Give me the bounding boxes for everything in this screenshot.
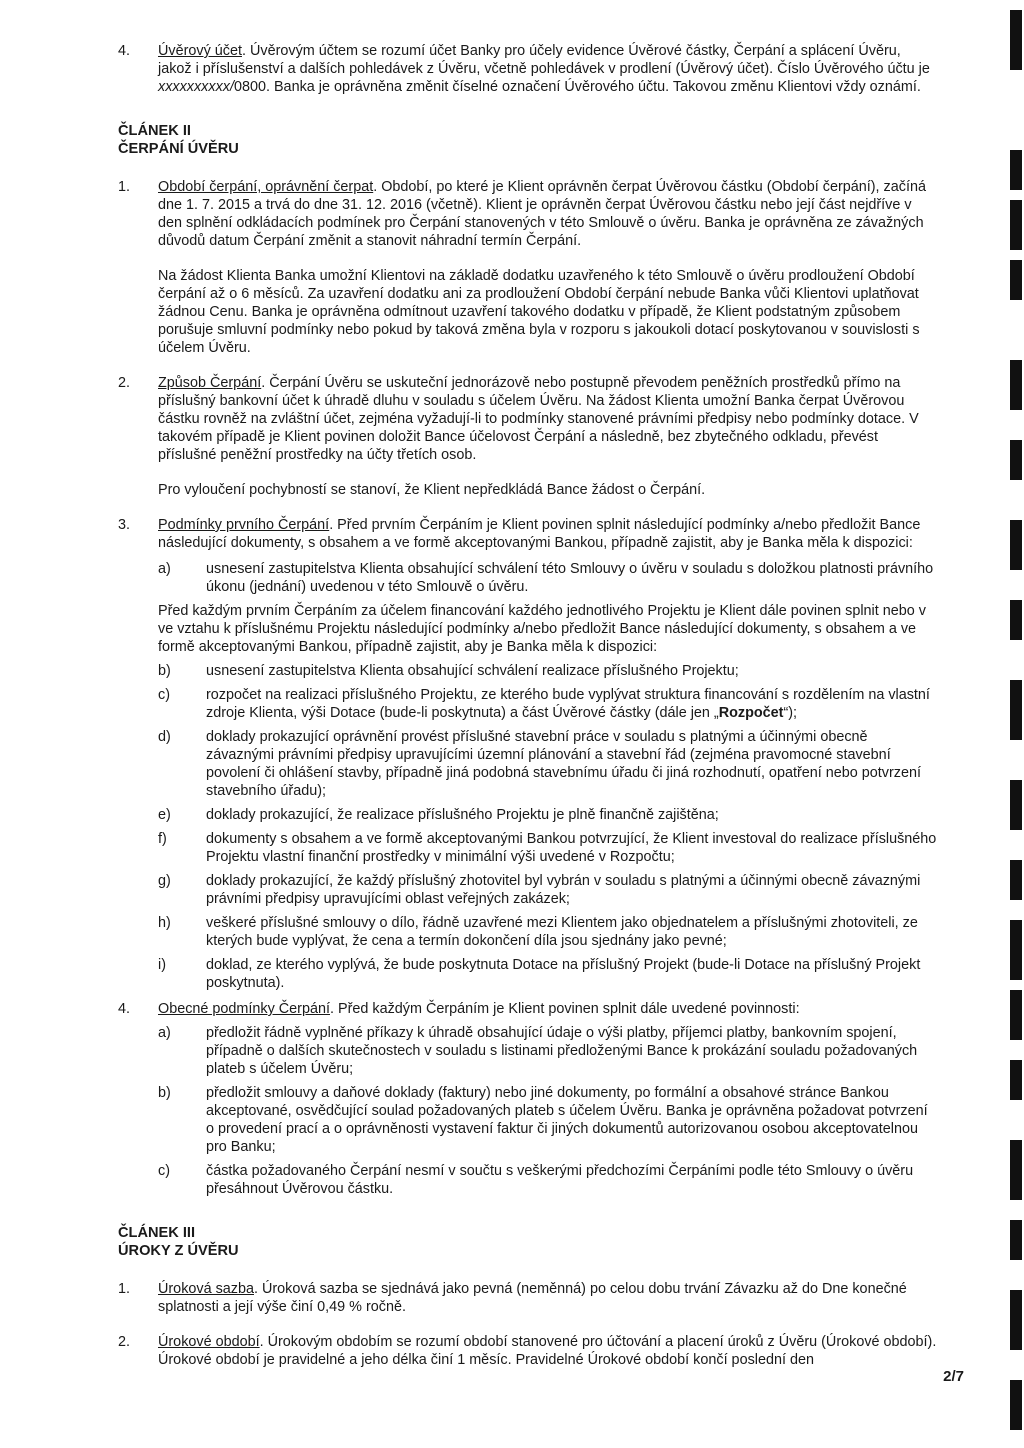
scan-mark (1010, 600, 1022, 640)
scan-mark (1010, 520, 1022, 570)
scan-mark (1010, 920, 1022, 980)
article-2-paragraph-1: 1. Období čerpání, oprávnění čerpat. Období, po které je Klient oprávněn čerpat Úvěrovou částku (Období čerpání), začíná dne 1. 7. 2015 a trvá do dne 31. 12. 2016 (včetně). Klient je oprávněn čerpat Úvěrovou částku nebo její část nejdříve v den splnění odkládacích podmínek pro Čerpání stanovených v této Smlouvě o úvěru. Banka je oprávněna ze závažných důvodů datum Čerpání změnit a stanovit náhradní termín Čerpání. (118, 179, 926, 249)
scan-mark (1010, 1220, 1022, 1260)
list-item: b) předložit smlouvy a daňové doklady (faktury) nebo jiné dokumenty, po formální a obsahové stránce Bankou akceptované, osvědčující soulad požadovaných plateb s účelem Úvěru. Banka je oprávněna požadovat potvrzení o provedení prací a o oprávněnosti vystavení faktur či jiných dokumentů autorizovanou osobou akceptovatelnou pro Banku; (158, 1085, 928, 1155)
list-item: h) veškeré příslušné smlouvy o dílo, řádně uzavřené mezi Klientem jako objednatelem a příslušnými zhotoviteli, ze kterých bude vyplývat, že cena a termín dokončení díla jsou sjednány jako pevné; (158, 915, 918, 949)
scan-mark (1010, 680, 1022, 740)
scan-mark (1010, 10, 1022, 70)
section-title: Úvěrový účet (158, 43, 242, 59)
scan-mark (1010, 1380, 1022, 1430)
list-item: f) dokumenty s obsahem a ve formě akceptovanými Bankou potvrzující, že Klient investoval do realizace příslušného Projektu vlastní finanční prostředky v minimální výši uvedené v Rozpočtu; (158, 831, 937, 865)
document-content (118, 42, 938, 1386)
scan-mark (1010, 260, 1022, 300)
list-item: c) rozpočet na realizaci příslušného Projektu, ze kterého bude vyplývat struktura financování s rozdělením na vlastní zdroje Klienta, výši Dotace (bude-li poskytnuta) a část Úvěrové částky (dále jen „Rozpočet“); (158, 687, 930, 721)
list-item: e) doklady prokazující, že realizace příslušného Projektu je plně finančně zajištěna; (158, 807, 719, 823)
article-3-heading: ČLÁNEK III ÚROKY Z ÚVĚRU (118, 1225, 239, 1259)
scan-mark (1010, 780, 1022, 830)
article-2-paragraph-4: 4. Obecné podmínky Čerpání. Před každým Čerpáním je Klient povinen splnit dále uvedené povinnosti: (118, 1001, 800, 1017)
page-number: 2/7 (943, 1368, 964, 1385)
article-2-heading: ČLÁNEK II ČERPÁNÍ ÚVĚRU (118, 123, 239, 157)
scan-mark (1010, 440, 1022, 480)
account-number-masked: xxxxxxxxxx/ (158, 79, 234, 95)
article-2-paragraph-3: 3. Podmínky prvního Čerpání. Před prvním Čerpáním je Klient povinen splnit následující podmínky a/nebo předložit Bance následující dokumenty, s obsahem a ve formě akceptovanými Bankou, případně zajistit, aby je Banka měla k dispozici: (118, 517, 921, 551)
scan-mark (1010, 1290, 1022, 1350)
first-drawing-conditions-intro: Před každým prvním Čerpáním za účelem financování každého jednotlivého Projektu je Klient dále povinen splnit nebo v ve vztahu k příslušnému Projektu následující podmínky a/nebo předložit Bance následující dokumenty, s obsahem a ve formě akceptovanými Bankou, případně zajistit, aby je Banka měla k dispozici: (158, 603, 926, 655)
article-2-paragraph-1-extension: Na žádost Klienta Banka umožní Klientovi na základě dodatku uzavřeného k této Smlouvě o úvěru prodloužení Období čerpání až o 6 měsíců. Za uzavření dodatku ani za prodloužení Období čerpání nebude Banka vůči Klientovi uplatňovat žádnou Cenu. Banka je oprávněna odmítnout uzavření takového dodatku v případě, že Klient podstatným způsobem porušuje smluvní podmínky nebo pokud by taková změna byla v rozporu s jakoukoli dotací poskytovanou v souvislosti s účelem Úvěru. (158, 268, 920, 356)
article-3-paragraph-2: 2. Úrokové období. Úrokovým obdobím se rozumí období stanovené pro účtování a placení úroků z Úvěru (Úrokové období). Úrokové období je pravidelné a jeho délka činí 1 měsíc. Pravidelné Úrokové období končí poslední den (118, 1334, 937, 1368)
scan-mark (1010, 200, 1022, 250)
list-item: g) doklady prokazující, že každý příslušný zhotovitel byl vybrán v souladu s platnými a účinnými obecně závaznými právními předpisy upravujícími oblast veřejných zakázek; (158, 873, 921, 907)
article-2-paragraph-2: 2. Způsob Čerpání. Čerpání Úvěru se uskuteční jednorázově nebo postupně převodem peněžních prostředků přímo na příslušný bankovní účet k úhradě dluhu v souladu s účelem Úvěru. Na žádost Klienta umožní Banka čerpat Úvěrovou částku rovněž na zvláštní účet, zejména vyžadují-li to podmínky stanovené právními předpisy nebo podmínky dotace. V takovém případě je Klient povinen doložit Bance účelovost Čerpání a následně, bez zbytečného odkladu, převést příslušné peněžní prostředky na účty třetích osob. (118, 375, 919, 463)
scan-mark (1010, 860, 1022, 900)
list-item: c) částka požadovaného Čerpání nesmí v součtu s veškerými předchozími Čerpáními podle této Smlouvy o úvěru přesáhnout Úvěrovou částku. (158, 1163, 914, 1197)
scan-mark (1010, 990, 1022, 1040)
scan-mark (1010, 150, 1022, 190)
article-3-paragraph-1: 1. Úroková sazba. Úroková sazba se sjednává jako pevná (neměnná) po celou dobu trvání Závazku až do Dne konečné splatnosti a její výše činí 0,49 % ročně. (118, 1281, 907, 1315)
list-item: a) předložit řádně vyplněné příkazy k úhradě obsahující údaje o výši platby, příjemci platby, bankovním spojení, případně o dalších skutečnostech v souladu s listinami předloženými Bance k prokázání souladu požadovaných plateb s účelem Úvěru; (158, 1025, 918, 1077)
section-number: 4. (118, 43, 131, 59)
list-item: b) usnesení zastupitelstva Klienta obsahující schválení realizace příslušného Projektu; (158, 663, 739, 679)
scan-mark (1010, 360, 1022, 410)
list-item: d) doklady prokazující oprávnění provést příslušné stavební práce v souladu s platnými a účinnými obecně závaznými právními předpisy upravujícími územní plánování a stavební řád (zejména pravomocné stavební povolení či ohlášení stavby, případně jiná podobná stavebnímu úřadu či jiná rozhodnutí, opatření nebo potvrzení stavebního úřadu); (158, 729, 921, 799)
article-2-paragraph-2-note: Pro vyloučení pochybností se stanoví, že Klient nepředkládá Bance žádost o Čerpání. (158, 482, 706, 498)
list-item: i) doklad, ze kterého vyplývá, že bude poskytnuta Dotace na příslušný Projekt (bude-li Dotace na příslušný Projekt poskytnuta). (158, 957, 921, 991)
scan-mark (1010, 1060, 1022, 1100)
section-4-credit-account: 4. Úvěrový účet. Úvěrovým účtem se rozumí účet Banky pro účely evidence Úvěrové částky, Čerpání a splácení Úvěru, jakož i příslušenství a dalších pohledávek z Úvěru, včetně pohledávek v prodlení (Úvěrový účet). Číslo Úvěrového účtu je xxxxxxxxxx/0800. Banka je oprávněna změnit číselné označení Úvěrového účtu. Takovou změnu Klientovi vždy oznámí. (118, 43, 930, 95)
scan-edge-marks (994, 0, 1024, 1448)
scan-mark (1010, 1140, 1022, 1200)
list-item: a) usnesení zastupitelstva Klienta obsahující schválení této Smlouvy o úvěru v souladu s doložkou platnosti právního úkonu (jednání) uvedenou v této Smlouvě o úvěru. (158, 561, 934, 595)
defined-term: Rozpočet (718, 705, 784, 721)
